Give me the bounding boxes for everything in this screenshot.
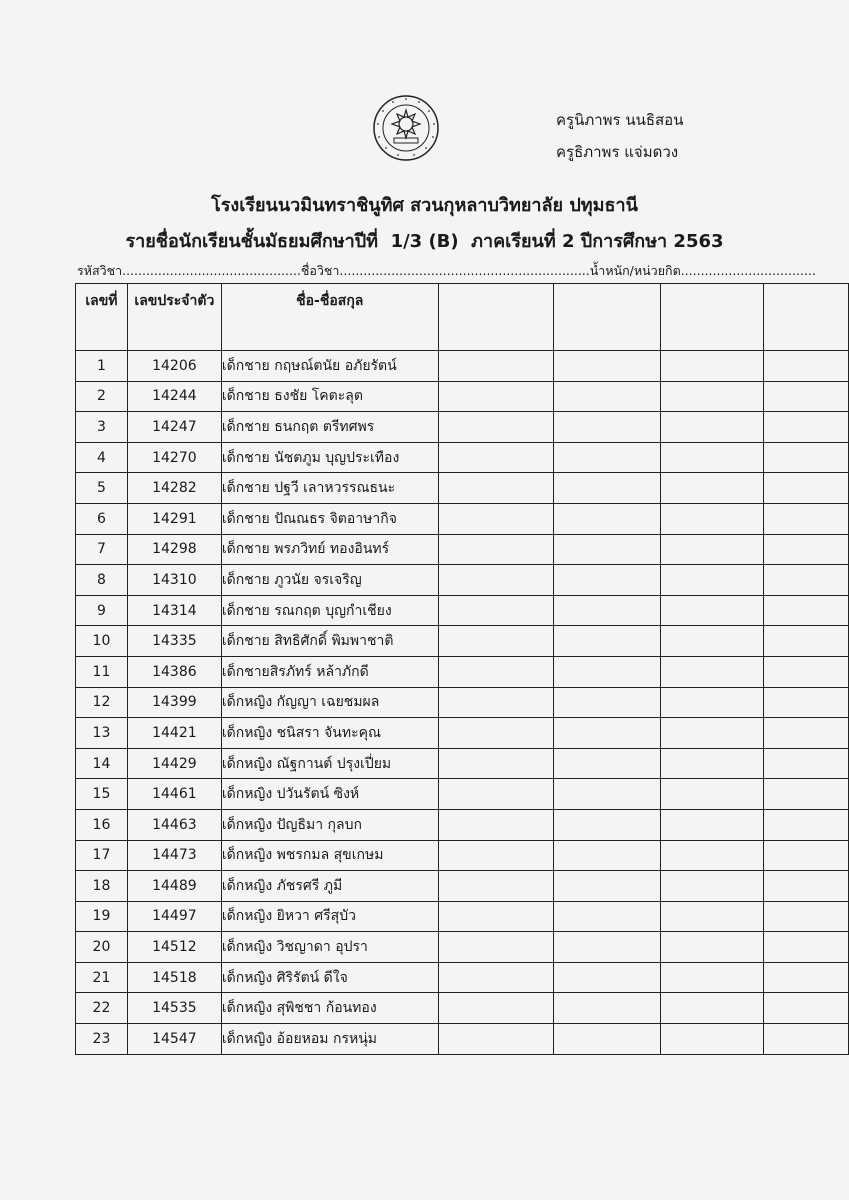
table-row bbox=[76, 840, 849, 871]
row-number: 18 bbox=[76, 871, 128, 902]
blank-score-cell[interactable] bbox=[554, 687, 661, 718]
blank-score-cell[interactable] bbox=[764, 351, 849, 382]
table-row bbox=[76, 901, 849, 932]
row-number: 2 bbox=[76, 381, 128, 412]
student-name: เด็กหญิง ปัญธิมา กุลบก bbox=[221, 809, 438, 840]
student-name: เด็กหญิง ยิหวา ศรีสุบัว bbox=[221, 901, 438, 932]
row-number: 17 bbox=[76, 840, 128, 871]
blank-score-cell[interactable] bbox=[554, 718, 661, 749]
blank-score-cell[interactable] bbox=[438, 993, 554, 1024]
column-header-blank bbox=[660, 284, 764, 351]
blank-score-cell[interactable] bbox=[660, 626, 764, 657]
blank-score-cell[interactable] bbox=[554, 442, 661, 473]
row-number: 15 bbox=[76, 779, 128, 810]
student-id: 14518 bbox=[127, 962, 221, 993]
row-number: 7 bbox=[76, 534, 128, 565]
student-id: 14386 bbox=[127, 656, 221, 687]
blank-score-cell[interactable] bbox=[764, 993, 849, 1024]
row-number: 9 bbox=[76, 595, 128, 626]
blank-score-cell[interactable] bbox=[554, 351, 661, 382]
blank-score-cell[interactable] bbox=[660, 993, 764, 1024]
student-roster-table bbox=[75, 283, 849, 1055]
blank-score-cell[interactable] bbox=[660, 503, 764, 534]
subject-info-line bbox=[77, 261, 816, 281]
student-name: เด็กหญิง ศิริรัตน์ ดีใจ bbox=[221, 962, 438, 993]
subject-code-field: รหัสวิชา............................................. bbox=[77, 263, 301, 278]
column-header-blank bbox=[438, 284, 554, 351]
blank-score-cell[interactable] bbox=[764, 748, 849, 779]
row-number: 5 bbox=[76, 473, 128, 504]
table-row bbox=[76, 351, 849, 382]
row-number: 4 bbox=[76, 442, 128, 473]
teacher-names bbox=[556, 104, 683, 168]
blank-score-cell[interactable] bbox=[438, 809, 554, 840]
blank-score-cell[interactable] bbox=[438, 381, 554, 412]
blank-score-cell[interactable] bbox=[764, 718, 849, 749]
student-name: เด็กชาย ปฐวี เลาหวรรณธนะ bbox=[221, 473, 438, 504]
table-row bbox=[76, 412, 849, 443]
blank-score-cell[interactable] bbox=[554, 1024, 661, 1055]
student-id: 14429 bbox=[127, 748, 221, 779]
blank-score-cell[interactable] bbox=[554, 503, 661, 534]
student-id: 14512 bbox=[127, 932, 221, 963]
blank-score-cell[interactable] bbox=[554, 901, 661, 932]
blank-score-cell[interactable] bbox=[660, 718, 764, 749]
teacher-name-2: ครูธิภาพร แจ่มดวง bbox=[556, 143, 679, 161]
school-seal-icon bbox=[372, 94, 440, 162]
blank-score-cell[interactable] bbox=[554, 412, 661, 443]
column-header-full-name: ชื่อ-ชื่อสกุล bbox=[221, 284, 438, 351]
student-name: เด็กชายสิรภัทร์ หล้าภักดี bbox=[221, 656, 438, 687]
table-row bbox=[76, 442, 849, 473]
student-id: 14335 bbox=[127, 626, 221, 657]
student-id: 14282 bbox=[127, 473, 221, 504]
blank-score-cell[interactable] bbox=[554, 473, 661, 504]
blank-score-cell[interactable] bbox=[660, 565, 764, 596]
student-id: 14463 bbox=[127, 809, 221, 840]
blank-score-cell[interactable] bbox=[764, 656, 849, 687]
blank-score-cell[interactable] bbox=[438, 473, 554, 504]
table-row bbox=[76, 809, 849, 840]
student-name: เด็กหญิง ภัชรศรี ภูมี bbox=[221, 871, 438, 902]
table-row bbox=[76, 503, 849, 534]
blank-score-cell[interactable] bbox=[764, 901, 849, 932]
student-id: 14399 bbox=[127, 687, 221, 718]
row-number: 1 bbox=[76, 351, 128, 382]
row-number: 23 bbox=[76, 1024, 128, 1055]
blank-score-cell[interactable] bbox=[660, 962, 764, 993]
blank-score-cell[interactable] bbox=[764, 687, 849, 718]
student-name: เด็กชาย ธนกฤต ตรีทศพร bbox=[221, 412, 438, 443]
table-row bbox=[76, 962, 849, 993]
student-name: เด็กหญิง ปวันรัตน์ ซิงห์ bbox=[221, 779, 438, 810]
row-number: 12 bbox=[76, 687, 128, 718]
roster-body bbox=[76, 351, 849, 1055]
student-name: เด็กหญิง อ้อยหอม กรหนุ่ม bbox=[221, 1024, 438, 1055]
blank-score-cell[interactable] bbox=[554, 626, 661, 657]
student-name: เด็กชาย กฤษณ์ตนัย อภัยรัตน์ bbox=[221, 351, 438, 382]
table-row bbox=[76, 381, 849, 412]
table-row bbox=[76, 993, 849, 1024]
column-header-blank bbox=[764, 284, 849, 351]
column-header-student-id: เลขประจำตัว bbox=[127, 284, 221, 351]
blank-score-cell[interactable] bbox=[660, 809, 764, 840]
table-row bbox=[76, 595, 849, 626]
row-number: 8 bbox=[76, 565, 128, 596]
row-number: 16 bbox=[76, 809, 128, 840]
table-row bbox=[76, 779, 849, 810]
blank-score-cell[interactable] bbox=[764, 473, 849, 504]
blank-score-cell[interactable] bbox=[660, 748, 764, 779]
blank-score-cell[interactable] bbox=[660, 901, 764, 932]
table-row bbox=[76, 656, 849, 687]
blank-score-cell[interactable] bbox=[764, 871, 849, 902]
student-id: 14421 bbox=[127, 718, 221, 749]
blank-score-cell[interactable] bbox=[660, 595, 764, 626]
row-number: 10 bbox=[76, 626, 128, 657]
student-id: 14535 bbox=[127, 993, 221, 1024]
blank-score-cell[interactable] bbox=[438, 901, 554, 932]
blank-score-cell[interactable] bbox=[764, 412, 849, 443]
blank-score-cell[interactable] bbox=[660, 779, 764, 810]
student-name: เด็กชาย สิทธิศักดิ์ พิมพาชาติ bbox=[221, 626, 438, 657]
blank-score-cell[interactable] bbox=[764, 932, 849, 963]
table-row bbox=[76, 932, 849, 963]
row-number: 13 bbox=[76, 718, 128, 749]
student-id: 14461 bbox=[127, 779, 221, 810]
student-id: 14206 bbox=[127, 351, 221, 382]
blank-score-cell[interactable] bbox=[438, 442, 554, 473]
blank-score-cell[interactable] bbox=[764, 962, 849, 993]
blank-score-cell[interactable] bbox=[660, 534, 764, 565]
blank-score-cell[interactable] bbox=[438, 412, 554, 443]
blank-score-cell[interactable] bbox=[554, 656, 661, 687]
table-row bbox=[76, 534, 849, 565]
blank-score-cell[interactable] bbox=[554, 932, 661, 963]
blank-score-cell[interactable] bbox=[554, 381, 661, 412]
blank-score-cell[interactable] bbox=[660, 1024, 764, 1055]
student-id: 14310 bbox=[127, 565, 221, 596]
table-row bbox=[76, 626, 849, 657]
blank-score-cell[interactable] bbox=[438, 687, 554, 718]
blank-score-cell[interactable] bbox=[554, 871, 661, 902]
blank-score-cell[interactable] bbox=[438, 656, 554, 687]
blank-score-cell[interactable] bbox=[438, 779, 554, 810]
row-number: 14 bbox=[76, 748, 128, 779]
row-number: 6 bbox=[76, 503, 128, 534]
row-number: 19 bbox=[76, 901, 128, 932]
blank-score-cell[interactable] bbox=[438, 718, 554, 749]
blank-score-cell[interactable] bbox=[764, 626, 849, 657]
blank-score-cell[interactable] bbox=[554, 993, 661, 1024]
student-id: 14473 bbox=[127, 840, 221, 871]
blank-score-cell[interactable] bbox=[660, 840, 764, 871]
student-name: เด็กหญิง สุพิชชา ก้อนทอง bbox=[221, 993, 438, 1024]
blank-score-cell[interactable] bbox=[764, 1024, 849, 1055]
student-id: 14247 bbox=[127, 412, 221, 443]
row-number: 20 bbox=[76, 932, 128, 963]
blank-score-cell[interactable] bbox=[438, 595, 554, 626]
blank-score-cell[interactable] bbox=[764, 442, 849, 473]
student-name: เด็กหญิง พชรกมล สุขเกษม bbox=[221, 840, 438, 871]
blank-score-cell[interactable] bbox=[554, 962, 661, 993]
blank-score-cell[interactable] bbox=[438, 871, 554, 902]
student-id: 14270 bbox=[127, 442, 221, 473]
blank-score-cell[interactable] bbox=[660, 932, 764, 963]
subject-name-field: ชื่อวิชา............................................................... bbox=[300, 263, 590, 278]
blank-score-cell[interactable] bbox=[438, 932, 554, 963]
blank-score-cell[interactable] bbox=[554, 534, 661, 565]
blank-score-cell[interactable] bbox=[554, 809, 661, 840]
blank-score-cell[interactable] bbox=[438, 1024, 554, 1055]
blank-score-cell[interactable] bbox=[438, 626, 554, 657]
blank-score-cell[interactable] bbox=[764, 595, 849, 626]
row-number: 21 bbox=[76, 962, 128, 993]
blank-score-cell[interactable] bbox=[438, 503, 554, 534]
table-row bbox=[76, 748, 849, 779]
table-row bbox=[76, 565, 849, 596]
student-name: เด็กชาย รณกฤต บุญกำเชียง bbox=[221, 595, 438, 626]
table-row bbox=[76, 1024, 849, 1055]
table-row bbox=[76, 473, 849, 504]
blank-score-cell[interactable] bbox=[660, 412, 764, 443]
blank-score-cell[interactable] bbox=[554, 565, 661, 596]
row-number: 11 bbox=[76, 656, 128, 687]
student-name: เด็กชาย ภูวนัย จรเจริญ bbox=[221, 565, 438, 596]
credit-field: น้ำหนัก/หน่วยกิต.................................. bbox=[589, 263, 816, 278]
student-id: 14291 bbox=[127, 503, 221, 534]
table-row bbox=[76, 687, 849, 718]
blank-score-cell[interactable] bbox=[438, 748, 554, 779]
column-header-blank bbox=[554, 284, 661, 351]
blank-score-cell[interactable] bbox=[660, 687, 764, 718]
student-name: เด็กชาย ธงชัย โคตะลุต bbox=[221, 381, 438, 412]
blank-score-cell[interactable] bbox=[438, 840, 554, 871]
student-id: 14489 bbox=[127, 871, 221, 902]
row-number: 22 bbox=[76, 993, 128, 1024]
blank-score-cell[interactable] bbox=[438, 351, 554, 382]
blank-score-cell[interactable] bbox=[438, 565, 554, 596]
school-title: โรงเรียนนวมินทราชินูทิศ สวนกุหลาบวิทยาลัย ปทุมธานี bbox=[211, 195, 638, 216]
blank-score-cell[interactable] bbox=[438, 534, 554, 565]
student-name: เด็กหญิง กัญญา เฉยชมผล bbox=[221, 687, 438, 718]
table-row bbox=[76, 871, 849, 902]
blank-score-cell[interactable] bbox=[764, 840, 849, 871]
blank-score-cell[interactable] bbox=[554, 595, 661, 626]
blank-score-cell[interactable] bbox=[554, 748, 661, 779]
student-id: 14547 bbox=[127, 1024, 221, 1055]
blank-score-cell[interactable] bbox=[660, 871, 764, 902]
student-id: 14314 bbox=[127, 595, 221, 626]
blank-score-cell[interactable] bbox=[764, 809, 849, 840]
student-name: เด็กหญิง ชนิสรา จันทะคุณ bbox=[221, 718, 438, 749]
table-row bbox=[76, 718, 849, 749]
blank-score-cell[interactable] bbox=[764, 779, 849, 810]
blank-score-cell[interactable] bbox=[764, 503, 849, 534]
blank-score-cell[interactable] bbox=[660, 351, 764, 382]
table-header-row bbox=[76, 284, 849, 351]
blank-score-cell[interactable] bbox=[660, 656, 764, 687]
teacher-name-1: ครูนิภาพร นนธิสอน bbox=[556, 111, 684, 129]
blank-score-cell[interactable] bbox=[554, 840, 661, 871]
blank-score-cell[interactable] bbox=[764, 381, 849, 412]
blank-score-cell[interactable] bbox=[660, 381, 764, 412]
blank-score-cell[interactable] bbox=[764, 534, 849, 565]
student-id: 14497 bbox=[127, 901, 221, 932]
blank-score-cell[interactable] bbox=[660, 442, 764, 473]
blank-score-cell[interactable] bbox=[764, 565, 849, 596]
column-header-number: เลขที่ bbox=[76, 284, 128, 351]
class-title: รายชื่อนักเรียนชั้นมัธยมศึกษาปีที่ 1/3 (B) ภาคเรียนที่ 2 ปีการศึกษา 2563 bbox=[125, 231, 724, 252]
blank-score-cell[interactable] bbox=[660, 473, 764, 504]
student-name: เด็กชาย นัชตภูม บุญประเทือง bbox=[221, 442, 438, 473]
blank-score-cell[interactable] bbox=[438, 962, 554, 993]
student-name: เด็กชาย ปัณณธร จิตอาษากิจ bbox=[221, 503, 438, 534]
student-name: เด็กชาย พรภวิทย์ ทองอินทร์ bbox=[221, 534, 438, 565]
row-number: 3 bbox=[76, 412, 128, 443]
student-id: 14298 bbox=[127, 534, 221, 565]
blank-score-cell[interactable] bbox=[554, 779, 661, 810]
student-name: เด็กหญิง ณัฐกานต์ ปรุงเปี่ยม bbox=[221, 748, 438, 779]
student-id: 14244 bbox=[127, 381, 221, 412]
student-name: เด็กหญิง วิชญาดา อุปรา bbox=[221, 932, 438, 963]
